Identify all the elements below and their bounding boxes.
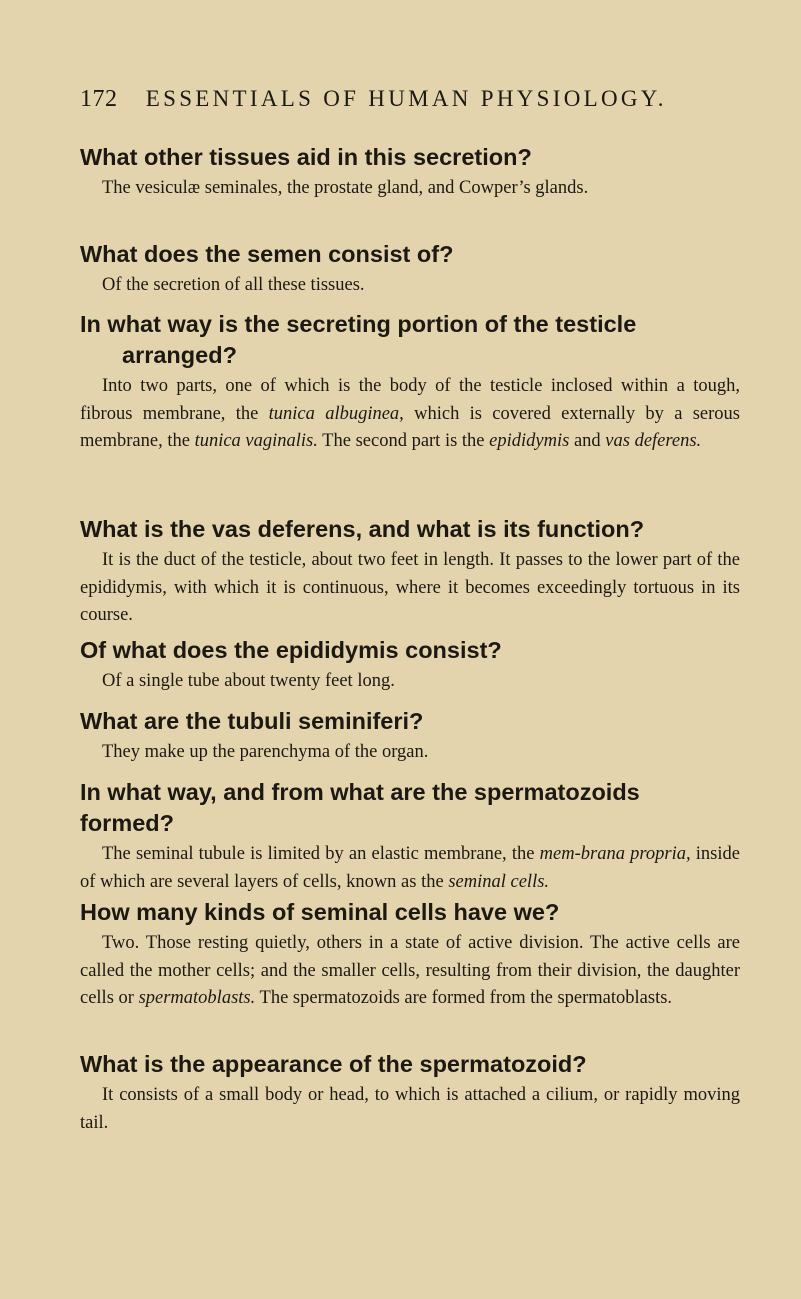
- question-heading: In what way, and from what are the spermatozoids formed?: [80, 779, 640, 836]
- answer-text: [80, 841, 740, 896]
- running-header: [80, 86, 667, 113]
- latin-term: tunica albuginea,: [268, 403, 404, 424]
- question-heading: What is the appearance of the spermatozoid?: [80, 1051, 587, 1077]
- running-title: ESSENTIALS OF HUMAN PHYSIOLOGY.: [145, 86, 667, 111]
- answer-text: [80, 373, 740, 456]
- qa-block: [80, 635, 740, 696]
- question-line: arranged?: [122, 342, 237, 368]
- qa-block: [80, 309, 740, 456]
- answer-text: It is the duct of the testicle, about two feet in length. It passes to the lower part of the epididymis, with which it is continuous, where it becomes exceedingly tortuous in its course.: [80, 550, 740, 625]
- answer-run: The second part is the: [317, 431, 490, 451]
- question-heading: What is the vas deferens, and what is its function?: [80, 516, 645, 542]
- answer-text: It consists of a small body or head, to which is attached a cilium, or rapidly moving tail.: [80, 1085, 740, 1133]
- qa-block: [80, 239, 740, 300]
- answer-text: The vesiculæ seminales, the prostate gland, and Cowper’s glands.: [102, 178, 589, 198]
- answer-run: The spermatozoids are formed from the spermatoblasts.: [255, 988, 673, 1008]
- question-heading: What does the semen consist of?: [80, 241, 454, 267]
- question-line: In what way is the secreting portion of the testicle: [80, 311, 637, 337]
- question-heading: Of what does the epididymis consist?: [80, 637, 502, 663]
- question-heading: What other tissues aid in this secretion?: [80, 144, 532, 170]
- qa-block: [80, 142, 740, 203]
- qa-block: [80, 706, 740, 767]
- answer-text: Of a single tube about twenty feet long.: [102, 671, 395, 691]
- latin-term: tunica vaginalis.: [194, 431, 318, 451]
- answer-run: Into two parts, one of which is the body of the testicle inclosed within a tough, fibrous membrane, the: [80, 376, 740, 424]
- answer-text: Of the secretion of all these tissues.: [102, 275, 365, 295]
- answer-run: The seminal tubule is limited by an elastic membrane, the: [102, 844, 540, 864]
- latin-term: epididymis: [489, 431, 570, 451]
- answer-run: which is covered externally by a serous membrane, the: [80, 403, 741, 451]
- qa-block: [80, 1049, 740, 1137]
- question-heading: How many kinds of seminal cells have we?: [80, 899, 560, 925]
- latin-term: seminal cells.: [448, 871, 550, 892]
- answer-run: inside of which are several layers of cells, known as the: [80, 844, 740, 892]
- question-heading: [80, 309, 740, 371]
- answer-text: They make up the parenchyma of the organ.: [102, 742, 429, 762]
- qa-block: [80, 897, 740, 1013]
- answer-run: Two. Those resting quietly, others in a state of active division. The active cells are called the mother cells; and the smaller cells, resulting from their division, the daughter cells or: [80, 933, 740, 1008]
- answer-run: and: [569, 431, 606, 451]
- qa-block: [80, 777, 740, 896]
- question-heading: What are the tubuli seminiferi?: [80, 708, 424, 734]
- latin-term: vas deferens.: [605, 431, 702, 451]
- answer-text: [80, 930, 740, 1013]
- page-number: 172: [80, 86, 118, 112]
- latin-term: spermatoblasts.: [138, 988, 256, 1008]
- latin-term: mem-brana propria,: [539, 844, 691, 864]
- qa-block: [80, 514, 740, 630]
